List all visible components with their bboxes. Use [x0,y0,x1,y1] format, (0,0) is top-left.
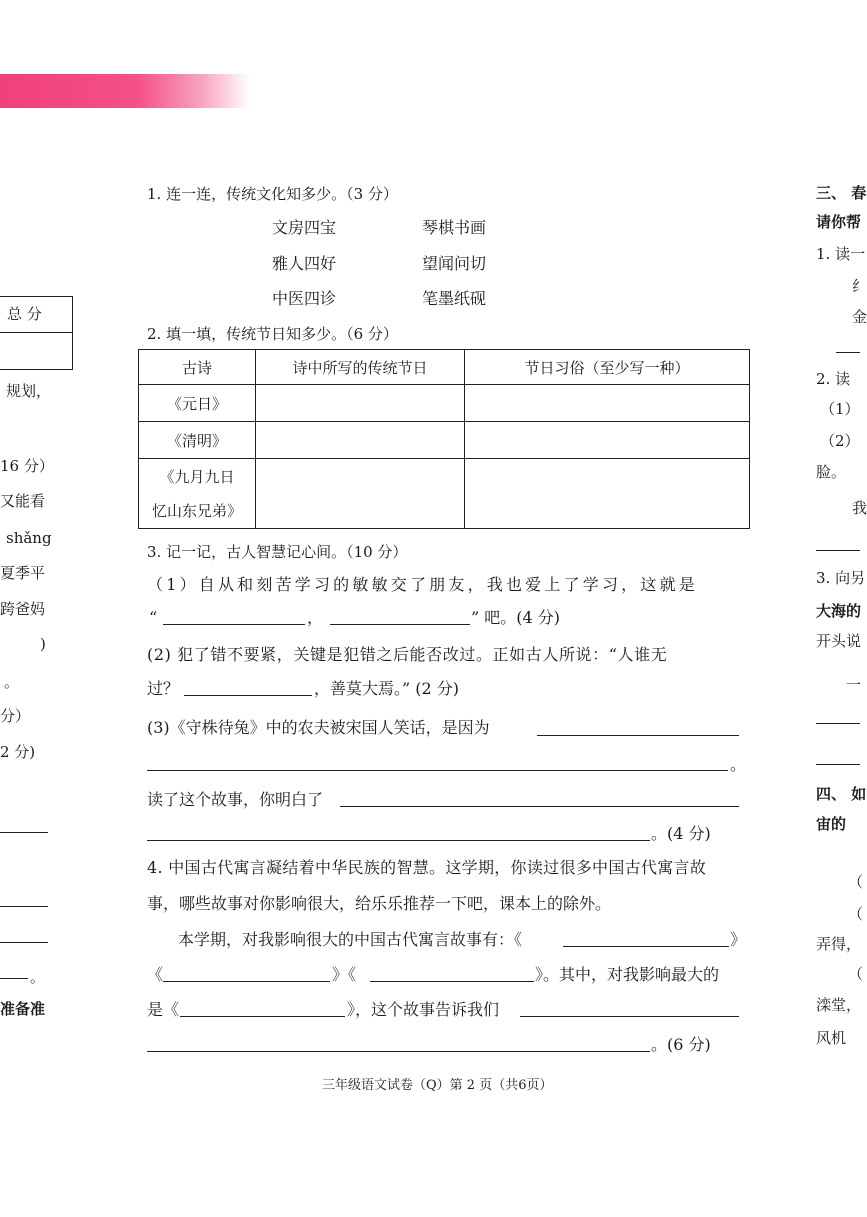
q3-part1-comma: ， [307,608,324,627]
left-edge-line-1 [0,832,48,833]
table-row-poem-3 [139,459,256,529]
right-edge-text-13: 开头说 [816,632,862,650]
left-edge-line-2 [0,906,48,907]
left-edge-text-2: 16 分） [0,457,54,475]
right-edge-text-16: 宙的 [816,815,847,833]
q1-right-item-2: 望闻问切 [422,254,487,273]
q1-title: 1. 连一连，传统文化知多少。（3 分） [147,185,398,203]
right-edge-text-18: （ [848,905,864,923]
table-row-poem-3-line2: 忆山东兄弟》 [151,501,242,520]
q4-line3-start: 本学期，对我影响很大的中国古代寓言故事有：《 [178,930,523,949]
q3-part2-blank[interactable] [184,695,312,696]
left-edge-text-3: 又能看 [0,492,46,510]
q3-part1-blank-2[interactable] [330,624,470,625]
q3-part3-period: 。 [730,755,747,774]
festival-table [138,349,750,529]
q1-left-item-3: 中医四诊 [272,289,337,308]
right-edge-text-4: 纟 [852,277,867,295]
left-edge-text-1: 规划， [6,382,52,400]
right-edge-text-15: 四、 如 [816,785,867,803]
right-edge-text-22: 风机 [816,1029,847,1047]
q3-part3-blank-1[interactable] [537,735,739,736]
q3-part2-end: ，善莫大焉。” (2 分) [314,679,460,698]
right-edge-line-3 [816,723,860,724]
right-edge-text-6: 2. 读 [816,370,851,388]
q1-right-item-3: 笔墨纸砚 [422,289,487,308]
q3-part3-blank-3[interactable] [340,806,739,807]
left-edge-line-3 [0,942,48,943]
total-score-box [0,296,73,370]
left-edge-text-11: 。 [30,968,46,986]
q4-blank-story-2[interactable] [163,981,330,982]
pink-banner-decoration [0,74,250,108]
right-edge-text-7: （1） [820,400,860,418]
left-edge-text-7: ) [40,635,46,653]
q3-part1-close: ” 吧。(4 分) [471,608,561,627]
table-cell-custom-2[interactable] [465,422,750,459]
right-edge-text-1: 三、 春 [816,184,867,202]
q3-part3-read: 读了这个故事，你明白了 [147,790,324,809]
right-edge-text-19: 弄得， [816,935,862,953]
q4-line4-b: 》《 [332,965,357,984]
q4-blank-lesson-2[interactable] [147,1051,650,1052]
q1-left-item-1: 文房四宝 [272,218,337,237]
q3-part2-line1: (2) 犯了错不要紧，关键是犯错之后能否改过。正如古人所说：“人谁无 [147,645,668,664]
left-edge-text-4: shǎng [6,529,52,547]
left-edge-text-5: 夏季平 [0,564,46,582]
right-edge-text-14: 一 [846,676,862,694]
q4-line6-score: 。(6 分) [651,1035,711,1054]
table-cell-festival-2[interactable] [256,422,465,459]
right-edge-text-9: 脸。 [816,463,847,481]
right-edge-text-17: （ [848,873,864,891]
q4-line5-a: 是《 [147,1000,180,1019]
q3-part1-open-quote: “ [149,608,158,627]
q4-line1: 4. 中国古代寓言凝结着中华民族的智慧。这学期，你读过很多中国古代寓言故 [147,858,707,877]
right-edge-text-3: 1. 读一 [816,245,866,263]
q3-part3-blank-4[interactable] [147,840,650,841]
right-edge-text-10: 我 [852,499,867,517]
table-header-custom: 节日习俗（至少写一种） [465,350,750,385]
q3-part3-score: 。(4 分) [651,824,711,843]
table-cell-custom-3[interactable] [465,459,750,529]
left-edge-text-10: 2 分) [0,743,36,761]
q1-right-item-1: 琴棋书画 [422,218,487,237]
table-cell-festival-3[interactable] [256,459,465,529]
q3-part1-line1: （1）自从和刻苦学习的敏敏交了朋友，我也爱上了学习，这就是 [147,575,698,594]
q4-blank-favorite[interactable] [180,1016,345,1017]
q4-line4-a: 《 [147,965,164,984]
q3-title: 3. 记一记，古人智慧记心间。（10 分） [147,543,408,561]
table-row-poem-3-line1: 《九月九日 [159,467,235,486]
q3-part3-blank-2[interactable] [147,770,728,771]
q3-part1-blank-1[interactable] [163,624,305,625]
right-edge-text-2: 请你帮 [816,213,862,231]
right-edge-text-12: 大海的 [816,602,862,620]
left-edge-text-8: 。 [4,673,20,691]
table-row-poem-2: 《清明》 [139,422,256,459]
right-edge-text-8: （2） [820,432,860,450]
q4-blank-lesson-1[interactable] [520,1016,739,1017]
right-edge-text-5: 金 [852,308,867,326]
table-header-poem: 古诗 [139,350,256,385]
right-edge-line-4 [816,764,860,765]
right-edge-text-21: 滦堂， [816,996,862,1014]
q3-part3-start: (3)《守株待兔》中的农夫被宋国人笑话，是因为 [147,718,490,737]
q2-title: 2. 填一填，传统节日知多少。（6 分） [147,325,398,343]
q4-line3-end: 》 [730,930,747,949]
q1-left-item-2: 雅人四好 [272,254,337,273]
table-header-festival: 诗中所写的传统节日 [256,350,465,385]
q4-blank-story-1[interactable] [563,946,729,947]
right-edge-line-1 [836,352,860,353]
q3-part2-start: 过？ [147,679,180,698]
q4-line4-c: 》。其中，对我影响最大的 [535,965,720,984]
q4-line2: 事，哪些故事对你影响很大，给乐乐推荐一下吧，课本上的除外。 [147,894,612,913]
left-edge-text-9: 分） [0,707,31,725]
right-edge-text-11: 3. 向另 [816,569,866,587]
right-edge-text-20: （ [848,965,864,983]
left-edge-line-4 [0,978,28,979]
table-cell-festival-1[interactable] [256,385,465,422]
table-row-poem-1: 《元日》 [139,385,256,422]
total-score-label: 总 分 [0,297,72,333]
page-footer: 三年级语文试卷（Q）第 2 页（共6页） [322,1078,553,1093]
right-edge-line-2 [816,550,860,551]
q4-blank-story-3[interactable] [370,981,534,982]
left-edge-text-12: 准备准 [0,1000,46,1018]
left-edge-text-6: 跨爸妈 [0,600,46,618]
table-cell-custom-1[interactable] [465,385,750,422]
q4-line5-b: 》，这个故事告诉我们 [347,1000,500,1019]
